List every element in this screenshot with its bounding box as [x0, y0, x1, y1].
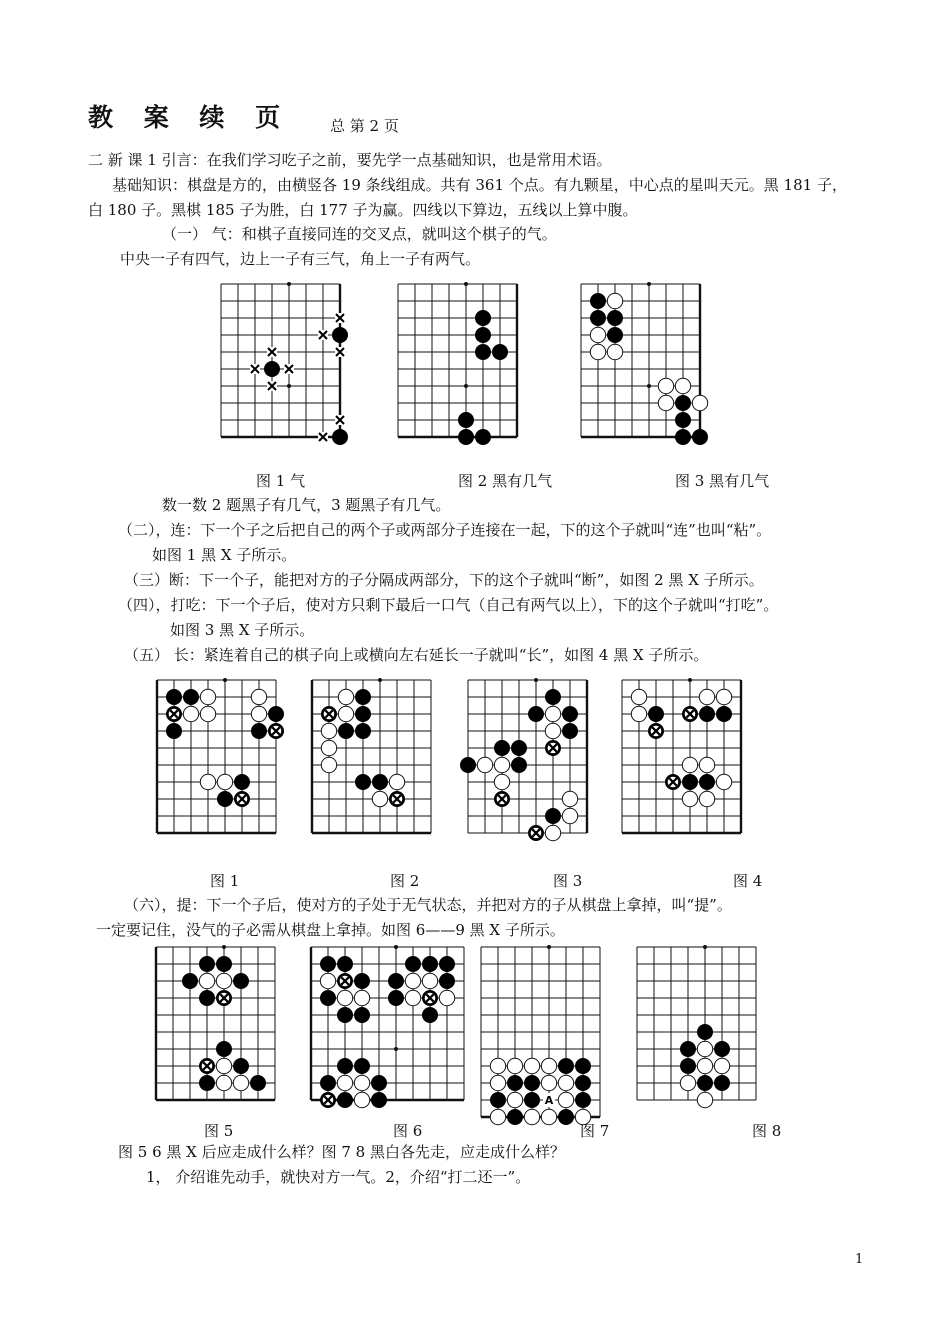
- black-stone: [558, 1109, 574, 1125]
- go-board-fig8: [635, 945, 760, 1110]
- black-stone: [199, 990, 215, 1006]
- star-point: [223, 678, 227, 682]
- black-stone: [475, 327, 491, 343]
- white-stone: [251, 689, 266, 704]
- black-stone: [507, 1109, 523, 1125]
- black-stone-x-marked: [682, 706, 698, 722]
- white-stone: [216, 1058, 231, 1073]
- black-stone: [268, 706, 284, 722]
- go-board-row2-fig2: [310, 678, 448, 848]
- figure-caption: 图 5: [204, 1122, 234, 1140]
- white-stone: [545, 706, 560, 721]
- black-stone: [372, 774, 388, 790]
- black-stone: [338, 723, 354, 739]
- black-stone-x-marked: [234, 791, 250, 807]
- go-board-fig1-liberty: [219, 282, 359, 452]
- black-stone: [575, 1058, 591, 1074]
- liberty-x-mark: [267, 347, 277, 357]
- board-grid: [221, 284, 340, 437]
- liberty-x-mark: [318, 432, 328, 442]
- go-board-fig5: [154, 945, 279, 1110]
- star-point: [287, 282, 291, 286]
- white-stone: [354, 1075, 369, 1090]
- white-stone: [422, 973, 437, 988]
- liberty-x-mark: [335, 313, 345, 323]
- white-stone: [697, 1058, 712, 1073]
- go-board-fig6: [309, 945, 469, 1110]
- page-count: 总 第 2 页: [330, 117, 399, 135]
- white-stone: [562, 791, 577, 806]
- black-stone: [354, 1007, 370, 1023]
- white-stone: [199, 973, 214, 988]
- black-stone: [182, 973, 198, 989]
- go-board-fig2: [396, 282, 536, 452]
- black-stone: [714, 1075, 730, 1091]
- star-point: [688, 678, 692, 682]
- white-stone: [405, 990, 420, 1005]
- white-stone: [558, 1092, 573, 1107]
- black-stone: [439, 956, 455, 972]
- white-stone: [699, 791, 714, 806]
- white-stone: [541, 1058, 556, 1073]
- black-stone: [458, 429, 474, 445]
- black-stone: [475, 344, 491, 360]
- black-stone: [233, 973, 249, 989]
- white-stone: [183, 706, 198, 721]
- black-stone: [337, 1007, 353, 1023]
- black-stone: [699, 706, 715, 722]
- figure-caption: 图 4: [733, 872, 763, 890]
- black-stone: [166, 723, 182, 739]
- black-stone: [562, 706, 578, 722]
- black-stone-x-marked: [389, 791, 405, 807]
- black-stone: [607, 310, 623, 326]
- black-stone: [675, 412, 691, 428]
- white-stone: [338, 706, 353, 721]
- white-stone: [680, 1075, 695, 1090]
- star-point: [703, 945, 707, 949]
- white-stone: [494, 757, 509, 772]
- figure-caption: 图 2 黑有几气: [458, 472, 553, 490]
- black-stone: [234, 774, 250, 790]
- board-grid: [637, 947, 756, 1100]
- white-stone: [545, 825, 560, 840]
- black-stone: [371, 1092, 387, 1108]
- liberty-x-mark: [335, 415, 345, 425]
- white-stone: [697, 1092, 712, 1107]
- black-stone: [460, 757, 476, 773]
- black-stone: [607, 327, 623, 343]
- white-stone: [320, 973, 335, 988]
- text-line: （五） 长：紧连着自己的棋子向上或横向左右延长一子就叫“长”，如图 4 黑 X 子所示。: [124, 646, 709, 664]
- black-stone: [524, 1075, 540, 1091]
- board-grid: [312, 680, 431, 833]
- black-stone: [575, 1075, 591, 1091]
- black-stone: [371, 1075, 387, 1091]
- black-stone: [337, 1092, 353, 1108]
- black-stone: [250, 1075, 266, 1091]
- black-stone: [354, 1058, 370, 1074]
- star-point: [287, 384, 291, 388]
- white-stone: [494, 774, 509, 789]
- white-stone: [216, 973, 231, 988]
- white-stone: [405, 973, 420, 988]
- text-line: （四），打吃：下一个子后，使对方只剩下最后一口气（自己有两气以上），下的这个子就叫“打吃”。: [118, 596, 779, 614]
- black-stone: [575, 1092, 591, 1108]
- black-stone: [648, 706, 664, 722]
- page-number: 1: [855, 1252, 864, 1267]
- figure-caption: 图 3: [553, 872, 583, 890]
- star-point: [378, 678, 382, 682]
- black-stone-x-marked: [166, 706, 182, 722]
- black-stone: [675, 429, 691, 445]
- liberty-x-mark: [267, 381, 277, 391]
- white-stone: [490, 1075, 505, 1090]
- white-stone: [200, 706, 215, 721]
- white-stone: [716, 689, 731, 704]
- black-stone: [475, 429, 491, 445]
- figure-caption: 图 8: [752, 1122, 782, 1140]
- star-point: [222, 945, 226, 949]
- board-grid: [398, 284, 517, 437]
- black-stone-x-marked: [545, 740, 561, 756]
- black-stone: [388, 990, 404, 1006]
- black-stone: [264, 361, 280, 377]
- white-stone: [716, 774, 731, 789]
- black-stone: [699, 774, 715, 790]
- black-stone: [492, 344, 508, 360]
- white-stone: [714, 1058, 729, 1073]
- white-stone: [354, 1092, 369, 1107]
- liberty-x-mark: [250, 364, 260, 374]
- black-stone: [183, 689, 199, 705]
- black-stone: [251, 723, 267, 739]
- white-stone: [477, 757, 492, 772]
- white-stone: [321, 723, 336, 738]
- black-stone: [545, 808, 561, 824]
- black-stone: [355, 689, 371, 705]
- star-point: [547, 945, 551, 949]
- star-point: [534, 678, 538, 682]
- text-line: 二 新 课 1 引言：在我们学习吃子之前，要先学一点基础知识，也是常用术语。: [88, 151, 612, 169]
- white-stone: [354, 990, 369, 1005]
- white-stone: [631, 689, 646, 704]
- black-stone-x-marked: [337, 973, 353, 989]
- black-stone: [558, 1058, 574, 1074]
- white-stone: [692, 395, 707, 410]
- white-stone: [562, 808, 577, 823]
- black-stone-x-marked: [648, 723, 664, 739]
- black-stone: [494, 740, 510, 756]
- star-point: [647, 384, 651, 388]
- black-stone: [166, 689, 182, 705]
- figure-caption: 图 2: [390, 872, 420, 890]
- black-stone: [682, 774, 698, 790]
- black-stone: [337, 956, 353, 972]
- star-point: [647, 282, 651, 286]
- figure-caption: 图 7: [580, 1122, 610, 1140]
- white-stone: [658, 395, 673, 410]
- liberty-x-mark: [335, 347, 345, 357]
- black-stone: [199, 956, 215, 972]
- star-point: [394, 945, 398, 949]
- black-stone: [458, 412, 474, 428]
- white-stone: [389, 774, 404, 789]
- black-stone: [199, 1075, 215, 1091]
- figure-caption: 图 1: [210, 872, 240, 890]
- text-line: 图 5 6 黑 X 后应走成什么样？图 7 8 黑白各先走，应走成什么样？: [118, 1143, 565, 1161]
- text-line: 1， 介绍谁先动手，就快对方一气。2，介绍“打二还一”。: [146, 1168, 531, 1186]
- white-stone: [607, 344, 622, 359]
- white-stone: [541, 1075, 556, 1090]
- white-stone: [338, 689, 353, 704]
- white-stone: [216, 1075, 231, 1090]
- white-stone: [697, 1041, 712, 1056]
- black-stone: [422, 1007, 438, 1023]
- white-stone: [372, 791, 387, 806]
- white-stone: [321, 740, 336, 755]
- figure-caption: 图 3 黑有几气: [675, 472, 770, 490]
- black-stone: [332, 429, 348, 445]
- white-stone: [251, 706, 266, 721]
- black-stone: [714, 1041, 730, 1057]
- black-stone: [355, 706, 371, 722]
- white-stone: [558, 1075, 573, 1090]
- text-line: 数一数 2 题黑子有几气，3 题黑子有几气。: [162, 496, 451, 514]
- white-stone: [682, 757, 697, 772]
- black-stone: [545, 689, 561, 705]
- text-line: （一） 气：和棋子直接同连的交叉点，就叫这个棋子的气。: [162, 225, 557, 243]
- black-stone-x-marked: [321, 706, 337, 722]
- black-stone: [511, 740, 527, 756]
- text-line: 中央一子有四气，边上一子有三气，角上一子有两气。: [120, 250, 481, 268]
- text-line: （六），提：下一个子后，使对方的子处于无气状态，并把对方的子从棋盘上拿掉，叫“提”。: [124, 896, 732, 914]
- text-line: 基础知识：棋盘是方的，由横竖各 19 条线组成。共有 361 个点。有九颗星，中心点的星叫天元。黑 181 子，: [112, 176, 847, 194]
- black-stone: [524, 1092, 540, 1108]
- star-point: [394, 1047, 398, 1051]
- black-stone: [355, 774, 371, 790]
- text-line: （三）断：下一个子，能把对方的子分隔成两部分，下的这个子就叫“断”，如图 2 黑 X 子所示。: [124, 571, 764, 589]
- go-board-row2-fig1: [155, 678, 293, 848]
- figure-caption: 图 6: [393, 1122, 423, 1140]
- white-stone: [217, 774, 232, 789]
- white-stone: [590, 327, 605, 342]
- black-stone: [320, 1075, 336, 1091]
- text-line: 一定要记住，没气的子必需从棋盘上拿掉。如图 6——9 黑 X 子所示。: [96, 921, 565, 939]
- black-stone: [590, 293, 606, 309]
- black-stone: [355, 723, 371, 739]
- black-stone-x-marked: [216, 990, 232, 1006]
- black-stone: [680, 1058, 696, 1074]
- black-stone: [697, 1075, 713, 1091]
- white-stone: [490, 1109, 505, 1124]
- black-stone: [439, 973, 455, 989]
- black-stone: [388, 973, 404, 989]
- white-stone: [233, 1075, 248, 1090]
- black-stone-x-marked: [494, 791, 510, 807]
- black-stone: [405, 956, 421, 972]
- white-stone: [675, 378, 690, 393]
- star-point: [464, 384, 468, 388]
- black-stone-x-marked: [528, 825, 544, 841]
- white-stone: [507, 1092, 522, 1107]
- go-board-fig3: [579, 282, 719, 452]
- white-stone: [337, 990, 352, 1005]
- black-stone: [337, 1058, 353, 1074]
- board-grid: [481, 947, 600, 1117]
- white-stone: [590, 344, 605, 359]
- black-stone-x-marked: [422, 990, 438, 1006]
- black-stone: [590, 310, 606, 326]
- text-line: 白 180 子。黑棋 185 子为胜，白 177 子为赢。四线以下算边，五线以上算中腹。: [88, 201, 638, 219]
- black-stone: [475, 310, 491, 326]
- black-stone: [675, 395, 691, 411]
- black-stone: [490, 1092, 506, 1108]
- black-stone-x-marked: [199, 1058, 215, 1074]
- go-board-row2-fig4: [620, 678, 758, 848]
- black-stone-x-marked: [320, 1092, 336, 1108]
- white-stone: [524, 1109, 539, 1124]
- black-stone: [320, 956, 336, 972]
- black-stone-x-marked: [268, 723, 284, 739]
- white-stone: [200, 774, 215, 789]
- text-line: 如图 1 黑 X 子所示。: [152, 546, 297, 564]
- white-stone: [524, 1058, 539, 1073]
- black-stone: [354, 973, 370, 989]
- white-stone: [507, 1058, 522, 1073]
- go-board-row2-fig3: [466, 678, 604, 848]
- svg-text:A: A: [544, 1094, 554, 1107]
- black-stone: [217, 791, 233, 807]
- black-stone: [697, 1024, 713, 1040]
- figure-caption: 图 1 气: [256, 472, 306, 490]
- white-stone: [545, 723, 560, 738]
- white-stone: [200, 689, 215, 704]
- white-stone: [607, 293, 622, 308]
- black-stone: [216, 1041, 232, 1057]
- board-grid: [311, 947, 464, 1100]
- liberty-x-mark: [318, 330, 328, 340]
- liberty-x-mark: [284, 364, 294, 374]
- black-stone: [332, 327, 348, 343]
- black-stone-x-marked: [665, 774, 681, 790]
- go-board-fig7: [479, 945, 604, 1110]
- black-stone: [528, 706, 544, 722]
- white-stone: [541, 1109, 556, 1124]
- black-stone: [422, 956, 438, 972]
- point-label-a: [543, 1093, 555, 1107]
- white-stone: [490, 1058, 505, 1073]
- white-stone: [699, 689, 714, 704]
- black-stone: [233, 1058, 249, 1074]
- white-stone: [682, 791, 697, 806]
- text-line: 如图 3 黑 X 子所示。: [170, 621, 315, 639]
- white-stone: [321, 757, 336, 772]
- black-stone: [716, 706, 732, 722]
- text-line: （二），连：下一个子之后把自己的两个子或两部分子连接在一起，下的这个子就叫“连”也叫“粘”。: [118, 521, 772, 539]
- black-stone: [692, 429, 708, 445]
- star-point: [464, 282, 468, 286]
- black-stone: [511, 757, 527, 773]
- white-stone: [699, 757, 714, 772]
- black-stone: [680, 1041, 696, 1057]
- white-stone: [658, 378, 673, 393]
- white-stone: [337, 1075, 352, 1090]
- black-stone: [320, 990, 336, 1006]
- black-stone: [216, 956, 232, 972]
- white-stone: [439, 990, 454, 1005]
- black-stone: [562, 723, 578, 739]
- black-stone: [507, 1075, 523, 1091]
- white-stone: [631, 706, 646, 721]
- page-title: 教 案 续 页: [88, 103, 292, 132]
